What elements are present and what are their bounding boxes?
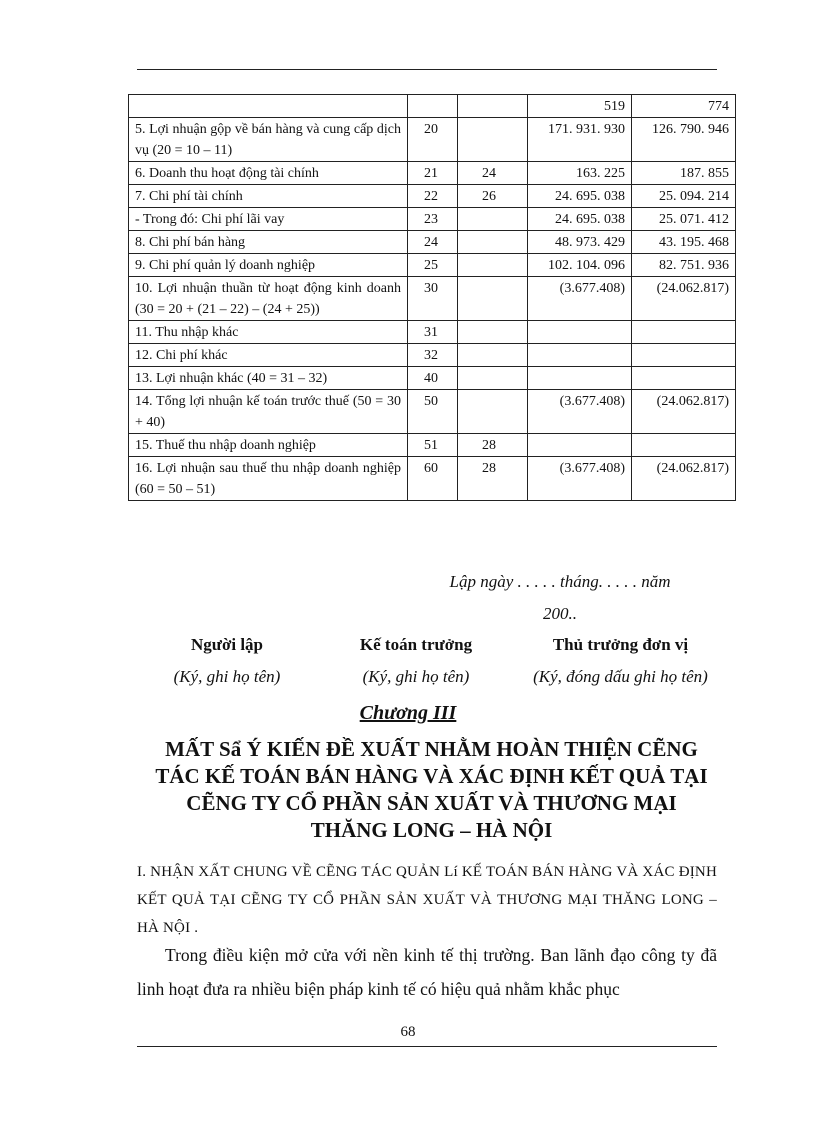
row-current-year: 24. 695. 038 bbox=[528, 185, 632, 208]
signature-notes bbox=[128, 667, 735, 687]
heading-line: TÁC KẾ TOÁN BÁN HÀNG VÀ XÁC ĐỊNH KẾT QUẢ TẠI bbox=[155, 764, 708, 788]
row-previous-year: 187. 855 bbox=[632, 162, 736, 185]
chapter-heading bbox=[128, 736, 735, 844]
signature-title-preparer: Người lập bbox=[190, 635, 264, 654]
signature-note-preparer: (Ký, ghi họ tên) bbox=[173, 667, 281, 686]
row-item: 5. Lợi nhuận gộp về bán hàng và cung cấp dịch vụ (20 = 10 – 11) bbox=[129, 118, 408, 162]
row-current-year bbox=[528, 344, 632, 367]
row-note bbox=[458, 231, 528, 254]
row-item: 7. Chi phí tài chính bbox=[129, 185, 408, 208]
table-row bbox=[129, 208, 736, 231]
row-current-year bbox=[528, 367, 632, 390]
row-item: 9. Chi phí quản lý doanh nghiệp bbox=[129, 254, 408, 277]
row-current-year bbox=[528, 321, 632, 344]
row-current-year: 102. 104. 096 bbox=[528, 254, 632, 277]
row-code: 31 bbox=[408, 321, 458, 344]
row-code: 21 bbox=[408, 162, 458, 185]
row-note bbox=[458, 95, 528, 118]
row-current-year: (3.677.408) bbox=[528, 277, 632, 321]
date-line: Lập ngày . . . . . tháng. . . . . năm bbox=[449, 572, 671, 591]
row-previous-year bbox=[632, 367, 736, 390]
row-code: 24 bbox=[408, 231, 458, 254]
signature-title-chief-accountant: Kế toán trưởng bbox=[359, 635, 473, 654]
row-previous-year bbox=[632, 321, 736, 344]
row-current-year: (3.677.408) bbox=[528, 390, 632, 434]
footer-rule bbox=[137, 1046, 717, 1047]
heading-line: CẼNG TY CỔ PHẦN SẢN XUẤT VÀ THƯƠNG MẠI bbox=[186, 791, 677, 815]
row-item bbox=[129, 95, 408, 118]
chapter-title bbox=[0, 702, 816, 725]
row-item: 8. Chi phí bán hàng bbox=[129, 231, 408, 254]
row-current-year: (3.677.408) bbox=[528, 457, 632, 501]
table-row bbox=[129, 457, 736, 501]
row-item: 16. Lợi nhuận sau thuế thu nhập doanh nghiệp (60 = 50 – 51) bbox=[129, 457, 408, 501]
header-rule bbox=[137, 69, 717, 70]
table-body bbox=[129, 95, 736, 501]
row-note bbox=[458, 390, 528, 434]
table-row bbox=[129, 367, 736, 390]
signature-note-chief-accountant: (Ký, ghi họ tên) bbox=[362, 667, 470, 686]
table-row bbox=[129, 390, 736, 434]
row-code: 60 bbox=[408, 457, 458, 501]
table-row bbox=[129, 254, 736, 277]
table-row bbox=[129, 277, 736, 321]
row-note bbox=[458, 344, 528, 367]
table-row bbox=[129, 231, 736, 254]
row-previous-year: 126. 790. 946 bbox=[632, 118, 736, 162]
table-row bbox=[129, 95, 736, 118]
date-year: 200.. bbox=[543, 604, 577, 623]
row-item: 10. Lợi nhuận thuần từ hoạt động kinh doanh (30 = 20 + (21 – 22) – (24 + 25)) bbox=[129, 277, 408, 321]
row-previous-year: 82. 751. 936 bbox=[632, 254, 736, 277]
row-note: 28 bbox=[458, 457, 528, 501]
row-note bbox=[458, 208, 528, 231]
row-code: 32 bbox=[408, 344, 458, 367]
row-previous-year bbox=[632, 344, 736, 367]
row-code: 40 bbox=[408, 367, 458, 390]
row-previous-year: (24.062.817) bbox=[632, 390, 736, 434]
signature-note-director: (Ký, đóng dấu ghi họ tên) bbox=[533, 667, 708, 686]
row-item: 11. Thu nhập khác bbox=[129, 321, 408, 344]
page-number: 68 bbox=[400, 1024, 416, 1040]
row-current-year: 24. 695. 038 bbox=[528, 208, 632, 231]
row-current-year bbox=[528, 434, 632, 457]
row-code: 30 bbox=[408, 277, 458, 321]
row-current-year: 48. 973. 429 bbox=[528, 231, 632, 254]
section-title: I. NHẬN XẤT CHUNG VỀ CẼNG TÁC QUẢN Lí KẾ TOÁN BÁN HÀNG VÀ XÁC ĐỊNH KẾT QUẢ TẠI CẼNG TY CỔ PHẦN SẢN XUẤT VÀ THƯƠNG MẠI THĂNG LONG – HÀ NỘI . bbox=[137, 864, 717, 936]
table-row bbox=[129, 344, 736, 367]
row-previous-year: 25. 094. 214 bbox=[632, 185, 736, 208]
row-note bbox=[458, 254, 528, 277]
row-code: 20 bbox=[408, 118, 458, 162]
row-note bbox=[458, 277, 528, 321]
row-code: 25 bbox=[408, 254, 458, 277]
table-row bbox=[129, 321, 736, 344]
row-item: - Trong đó: Chi phí lãi vay bbox=[129, 208, 408, 231]
row-code: 22 bbox=[408, 185, 458, 208]
row-item: 13. Lợi nhuận khác (40 = 31 – 32) bbox=[129, 367, 408, 390]
heading-line: THĂNG LONG – HÀ NỘI bbox=[310, 818, 553, 842]
row-code: 51 bbox=[408, 434, 458, 457]
row-current-year: 163. 225 bbox=[528, 162, 632, 185]
row-note: 24 bbox=[458, 162, 528, 185]
row-code: 50 bbox=[408, 390, 458, 434]
row-note bbox=[458, 367, 528, 390]
table-row bbox=[129, 162, 736, 185]
row-note bbox=[458, 118, 528, 162]
signature-title-director: Thủ trưởng đơn vị bbox=[552, 635, 689, 654]
chapter-label: Chương III bbox=[359, 702, 457, 724]
row-current-year: 519 bbox=[528, 95, 632, 118]
row-code: 23 bbox=[408, 208, 458, 231]
row-previous-year bbox=[632, 434, 736, 457]
table-row bbox=[129, 185, 736, 208]
table-row bbox=[129, 118, 736, 162]
row-code bbox=[408, 95, 458, 118]
table-row bbox=[129, 434, 736, 457]
row-previous-year: 43. 195. 468 bbox=[632, 231, 736, 254]
row-previous-year: (24.062.817) bbox=[632, 277, 736, 321]
row-note: 28 bbox=[458, 434, 528, 457]
row-item: 6. Doanh thu hoạt động tài chính bbox=[129, 162, 408, 185]
row-previous-year: 774 bbox=[632, 95, 736, 118]
row-item: 15. Thuế thu nhập doanh nghiệp bbox=[129, 434, 408, 457]
signature-titles bbox=[128, 635, 735, 655]
row-current-year: 171. 931. 930 bbox=[528, 118, 632, 162]
row-item: 14. Tổng lợi nhuận kế toán trước thuế (50 = 30 + 40) bbox=[129, 390, 408, 434]
row-item: 12. Chi phí khác bbox=[129, 344, 408, 367]
income-statement-table bbox=[128, 94, 736, 501]
row-note: 26 bbox=[458, 185, 528, 208]
heading-line: MẤT Sẩ Ý KIẾN ĐỀ XUẤT NHẰM HOÀN THIỆN CẼNG bbox=[165, 737, 698, 761]
row-previous-year: 25. 071. 412 bbox=[632, 208, 736, 231]
row-note bbox=[458, 321, 528, 344]
body-paragraph: Trong điều kiện mở cửa với nền kinh tế thị trường. Ban lãnh đạo công ty đã linh hoạt đưa ra nhiều biện pháp kinh tế có hiệu quả nhằm khắc phục bbox=[137, 945, 717, 999]
row-previous-year: (24.062.817) bbox=[632, 457, 736, 501]
